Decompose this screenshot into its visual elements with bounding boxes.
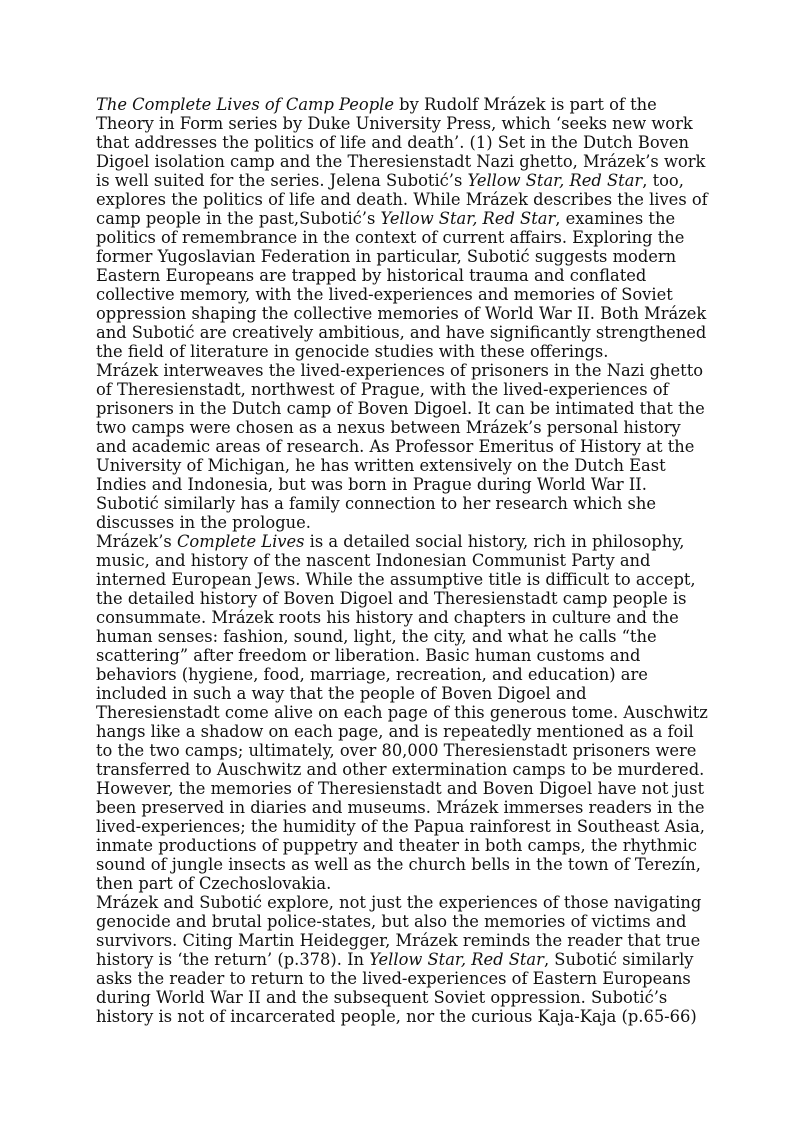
paragraph-2 bbox=[96, 361, 708, 532]
document-page bbox=[96, 95, 708, 1026]
paragraph-text: Mrázek’s bbox=[96, 532, 177, 551]
book-title-italic: Yellow Star, Red Star bbox=[467, 171, 643, 190]
paragraph-text: , Subotić similarly asks the reader to return to the lived-experiences of Eastern Europeans during World War II and the subsequent Soviet oppression. Subotić’s history is not of incarcerated people, nor the curious Kaja-Kaja (p.65-66) bbox=[96, 950, 697, 1026]
paragraph-1 bbox=[96, 95, 708, 361]
paragraph-text: , too, explores the politics of life and death. While Mrázek describes the lives of camp people in the past,Subotić’s bbox=[96, 171, 708, 228]
paragraph-4 bbox=[96, 893, 708, 1026]
paragraph-text: Mrázek interweaves the lived-experiences of prisoners in the Nazi ghetto of Theresienstadt, northwest of Prague, with the lived-experiences of prisoners in the Dutch camp of Boven Digoel. It can be intimated that the two camps were chosen as a nexus between Mrázek’s personal history and academic areas of research. As Professor Emeritus of History at the University of Michigan, he has written extensively on the Dutch East Indies and Indonesia, but was born in Prague during World War II. Subotić similarly has a family connection to her research which she discusses in the prologue. bbox=[96, 361, 705, 532]
book-title-italic: Yellow Star, Red Star bbox=[380, 209, 556, 228]
paragraph-text: by Rudolf Mrázek is part of the Theory in Form series by Duke University Press, which ‘seeks new work that addresses the politics of life and death’. (1) Set in the Dutch Boven Digoel isolation camp and the Theresienstadt Nazi ghetto, Mrázek’s work is well suited for the series. Jelena Subotić’s bbox=[96, 95, 706, 190]
paragraph-text: is a detailed social history, rich in philosophy, music, and history of the nascent Indonesian Communist Party and interned European Jews. While the assumptive title is difficult to accept, the detailed history of Boven Digoel and Theresienstadt camp people is consummate. Mrázek roots his history and chapters in culture and the human senses: fashion, sound, light, the city, and what he calls “the scattering” after freedom or liberation. Basic human customs and behaviors (hygiene, food, marriage, recreation, and education) are included in such a way that the people of Boven Digoel and Theresienstadt come alive on each page of this generous tome. Auschwitz hangs like a shadow on each page, and is repeatedly mentioned as a foil to the two camps; ultimately, over 80,000 Theresienstadt prisoners were transferred to Auschwitz and other extermination camps to be murdered. However, the memories of Theresienstadt and Boven Digoel have not just been preserved in diaries and museums. Mrázek immerses readers in the lived-experiences; the humidity of the Papua rainforest in Southeast Asia, inmate productions of puppetry and theater in both camps, the rhythmic sound of jungle insects as well as the church bells in the town of Terezín, then part of Czechoslovakia. bbox=[96, 532, 708, 893]
book-title-italic: Complete Lives bbox=[176, 532, 305, 551]
paragraph-text: Mrázek and Subotić explore, not just the experiences of those navigating genocide and brutal police-states, but also the memories of victims and survivors. Citing Martin Heidegger, Mrázek reminds the reader that true history is ‘the return’ (p.378). In bbox=[96, 893, 702, 969]
book-title-italic: The Complete Lives of Camp People bbox=[96, 95, 394, 114]
book-title-italic: Yellow Star, Red Star bbox=[369, 950, 544, 969]
paragraph-text: , examines the politics of remembrance in the context of current affairs. Exploring the former Yugoslavian Federation in particular, Subotić suggests modern Eastern Europeans are trapped by historical trauma and conflated collective memory, with the lived-experiences and memories of Soviet oppression shaping the collective memories of World War II. Both Mrázek and Subotić are creatively ambitious, and have significantly strengthened the field of literature in genocide studies with these offerings. bbox=[96, 209, 707, 361]
paragraph-3 bbox=[96, 532, 708, 893]
